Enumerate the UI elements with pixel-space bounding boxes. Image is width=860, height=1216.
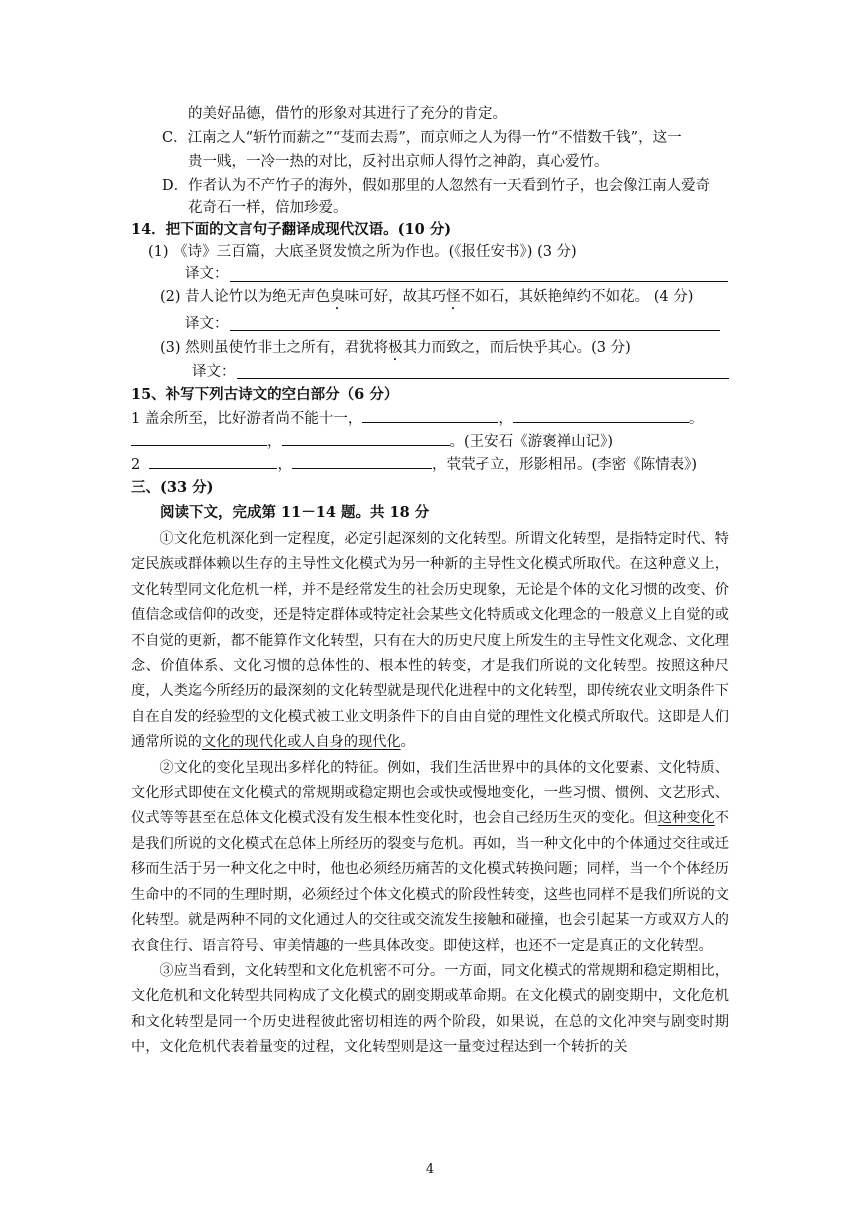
q14-sentence-3: (3) 然则虽使竹非土之所有，君犹将极其力而致之，而后快乎其心。(3 分): [160, 340, 631, 356]
q15-line-1: 1 盖余所至，比好游者尚不能十一， ， 。: [131, 408, 703, 429]
q14-answer-line-3[interactable]: [237, 378, 729, 379]
option-d-line1: D．作者认为不产竹子的海外，假如那里的人忽然有一天看到竹子，也会像江南人爱奇: [162, 178, 711, 194]
q14-answer-line-2[interactable]: [230, 330, 720, 331]
q15-blank-1[interactable]: [362, 408, 498, 423]
option-b-continuation: 的美好品德，借竹的形象对其进行了充分的肯定。: [188, 106, 507, 122]
reading-instruction: 阅读下文，完成第 11－14 题。共 18 分: [160, 504, 430, 521]
passage-paragraph-1: ①文化危机深化到一定程度，必定引起深刻的文化转型。所谓文化转型，是指特定时代、特定民族或群体赖以生存的主导性文化模式为另一种新的主导性文化模式所取代。在这种意义上，文化转型同文化危机一样，并不是经常发生的社会历史现象，无论是个体的文化习惯的改变、价值信念或信仰的改变，还是特定群体或特定社会某些文化特质或文化理念的一般意义上自觉的或不自觉的更新，都不能算作文化转型，只有在大的历史尺度上所发生的主导性文化观念、文化理念、价值体系、文化习惯的总体性的、根本性的转变，才是我们所说的文化转型。按照这种尺度，人类迄今所经历的最深刻的文化转型就是现代化进程中的文化转型，即传统农业文明条件下自在自发的经验型的文化模式被工业文明条件下的自由自觉的理性文化模式所取代。这即是人们通常所说的文化的现代化或人自身的现代化。: [131, 531, 729, 751]
q14-answer-line-1[interactable]: [230, 281, 728, 282]
section-3-heading: 三、(33 分): [131, 479, 214, 496]
option-d-line2: 花奇石一样，倍加珍爱。: [188, 200, 348, 216]
q15-line-3: 2 ， ，茕茕孑立，形影相吊。(李密《陈情表》): [131, 454, 697, 475]
q15-heading: 15、补写下列古诗文的空白部分（6 分）: [131, 386, 399, 403]
q15-blank-5[interactable]: [149, 454, 277, 469]
passage-paragraph-3: ③应当看到，文化转型和文化危机密不可分。一方面，同文化模式的常规期和稳定期相比，文化危机和文化转型共同构成了文化模式的剧变期或革命期。在文化模式的剧变期中，文化危机和文化转型是同一个历史进程彼此密切相连的两个阶段，如果说，在总的文化冲突与剧变时期中，文化危机代表着量变的过程，文化转型则是这一量变过程达到一个转折的关: [131, 962, 729, 1056]
option-c-line1: C．江南之人“斩竹而薪之”“芟而去焉”，而京师之人为得一竹“不惜数千钱”，这一: [162, 130, 682, 146]
q14-yiwen-3-label: 译文：: [192, 364, 236, 380]
q14-sentence-2: (2) 昔人论竹以为绝无声色臭味可好，故其巧怪不如石，其妖艳绰约不如花。 (4 分): [160, 289, 694, 305]
q15-line-2: ， 。(王安石《游褒禅山记》): [131, 431, 613, 452]
passage-paragraph-2: ②文化的变化呈现出多样化的特征。例如，我们生活世界中的具体的文化要素、文化特质、文化形式即使在文化模式的常规期或稳定期也会或快或慢地变化，一些习惯、惯例、文艺形式、仪式等等甚至在总体文化模式没有发生根本性变化时，也会自己经历生灭的变化。但这种变化不是我们所说的文化模式在总体上所经历的裂变与危机。再如，当一种文化中的个体通过交往或迁移而生活于另一种文化之中时，他也必须经历痛苦的文化模式转换问题；同样，当一个个体经历生命中的不同的生理时期，必须经过个体文化模式的阶段性转变，这些也同样不是我们所说的文化转型。就是两种不同的文化通过人的交往或交流发生接触和碰撞，也会引起某一方或双方人的衣食住行、语言符号、审美情趣的一些具体改变。即使这样，也还不一定是真正的文化转型。: [131, 759, 729, 954]
option-c-line2: 贵一贱，一冷一热的对比，反衬出京师人得竹之神韵，真心爱竹。: [188, 154, 609, 170]
q15-blank-6[interactable]: [292, 454, 432, 469]
underlined-phrase-2: 这种变化: [657, 810, 715, 827]
q15-blank-2[interactable]: [513, 408, 689, 423]
q14-sentence-1: (1) 《诗》三百篇，大底圣贤发愤之所为作也。(《报任安书》) (3 分): [148, 244, 577, 260]
page-number: 4: [425, 1162, 435, 1177]
underlined-phrase-1: 文化的现代化或人自身的现代化: [201, 734, 401, 751]
q15-blank-3[interactable]: [131, 431, 267, 446]
q14-yiwen-2-label: 译文：: [185, 316, 229, 332]
q14-heading: 14．把下面的文言句子翻译成现代汉语。(10 分): [131, 221, 452, 238]
q15-blank-4[interactable]: [282, 431, 450, 446]
reading-passage: [131, 527, 729, 1061]
q14-yiwen-1-label: 译文：: [185, 266, 229, 282]
